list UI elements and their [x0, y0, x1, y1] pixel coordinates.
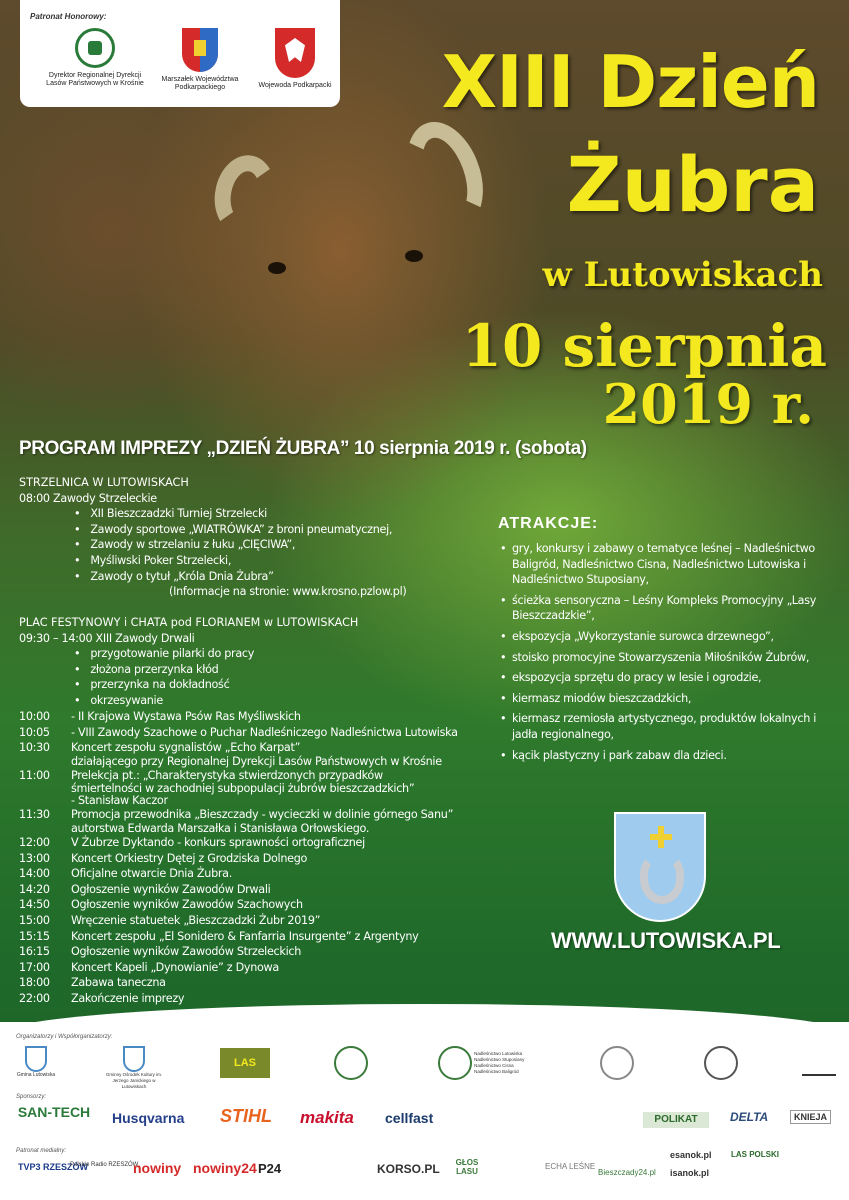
organizer-logo: [600, 1046, 634, 1080]
schedule-row: [19, 740, 458, 756]
organizer-logo: [704, 1046, 738, 1080]
schedule-row: [19, 835, 458, 851]
schedule-text: V Żubrze Dyktando - konkurs sprawności ortograficznej: [71, 835, 365, 849]
atrakcje-heading: ATRAKCJE:: [498, 515, 599, 532]
gok-crest-icon: [123, 1046, 145, 1072]
media-label: Patronat medialny:: [16, 1148, 67, 1154]
patronat-label: Patronat Honorowy:: [30, 12, 107, 21]
schedule-text: Zabawa taneczna: [71, 976, 166, 990]
schedule-text: - VIII Zawody Szachowe o Puchar Nadleśniczego Nadleśnictwa Lutowiska: [71, 725, 458, 739]
list-item: • stoisko promocyjne Stowarzyszenia Miłośników Żubrów,: [498, 650, 828, 666]
schedule-time: 17:00: [19, 960, 50, 974]
schedule-time: 18:00: [19, 976, 50, 990]
lasy-panstwowe-logo-icon: [438, 1046, 472, 1080]
organizers-label: Organizatorzy i Współorganizatorzy:: [16, 1034, 113, 1040]
schedule-text: Oficjalne otwarcie Dnia Żubra.: [71, 867, 232, 881]
schedule-time: 11:00: [19, 768, 50, 782]
footer-wave: [0, 1004, 849, 1034]
media-logo: LAS POLSKI: [731, 1150, 780, 1159]
schedule-time: 14:20: [19, 882, 50, 896]
lasy-panstwowe-logo-icon: [75, 28, 115, 68]
schedule-time: 11:30: [19, 808, 50, 822]
sponsor-logo: DELTA: [730, 1110, 769, 1124]
list-item: • ścieżka sensoryczna – Leśny Kompleks Promocyjny „Lasy Bieszczadzkie”,: [498, 593, 828, 624]
bison-horn-left: [209, 150, 282, 239]
media-logo: GŁOS LASU: [455, 1158, 479, 1176]
polish-eagle-icon: [275, 28, 315, 78]
patronat-wojewoda-text: Wojewoda Podkarpacki: [258, 82, 332, 89]
schedule-text: działającego przy Regionalnej Dyrekcji Lasów Państwowych w Krośnie: [71, 754, 442, 768]
sponsors-label: Sponsorzy:: [16, 1094, 47, 1100]
schedule-text: - II Krajowa Wystawa Psów Ras Myśliwskich: [71, 710, 301, 723]
footer-logos: [0, 1022, 849, 1200]
list-item: • ekspozycja „Wykorzystanie surowca drzewnego”,: [498, 629, 828, 645]
list-item: • gry, konkursy i zabawy o tematyce leśnej – Nadleśnictwo Baligród, Nadleśnictwo Cisna, Nadleśnictwo Lutowiska i Nadleśnictwo Stuposiany,: [498, 541, 828, 588]
media-logo: ECHA LEŚNE: [545, 1162, 596, 1171]
program-heading: PROGRAM IMPREZY „DZIEŃ ŻUBRA” 10 sierpnia 2019 r. (sobota): [19, 438, 587, 459]
schedule-time: 10:30: [19, 741, 50, 755]
schedule-row-cont: [19, 795, 458, 807]
schedule-time: 16:15: [19, 945, 50, 959]
website-link[interactable]: WWW.LUTOWISKA.PL: [551, 928, 781, 953]
schedule-text: Wręczenie statuetek „Bieszczadzki Żubr 2019”: [71, 913, 321, 927]
schedule-row: [19, 866, 458, 882]
list-item: • kącik plastyczny i park zabaw dla dzieci.: [498, 748, 828, 764]
list-item: • okrzesywanie: [19, 693, 358, 709]
media-logo: KORSO.PL: [377, 1162, 440, 1176]
patronat-box: [20, 0, 340, 107]
event-year: 2019 r.: [602, 372, 814, 436]
bison-horn-right: [393, 111, 496, 238]
schedule-row: [19, 897, 458, 913]
patronat-wojewoda: [255, 28, 335, 90]
organizer-name: Gminny Ośrodek Kultury im. Jerzego Janickiego w Lutowiskach: [105, 1072, 163, 1089]
schedule-text: Ogłoszenie wyników Zawodów Drwali: [71, 882, 271, 896]
list-item: • Zawody sportowe „WIATRÓWKA” z broni pneumatycznej,: [19, 522, 406, 538]
organizer-logo: [104, 1046, 164, 1090]
sponsor-logo: SAN-TECH: [17, 1104, 91, 1120]
schedule-text: autorstwa Edwarda Marszałka i Stanisława Orłowskiego.: [71, 821, 370, 835]
media-logo: Bieszczady24.pl: [598, 1168, 656, 1177]
schedule-text: śmiertelności w zachodniej subpopulacji żubrów bieszczadzkich”: [71, 782, 415, 796]
lutowiska-crest-icon: [614, 812, 706, 922]
organizer-logo: [334, 1046, 368, 1080]
schedule-time: 10:00: [19, 710, 50, 723]
media-logo: isanok.pl: [670, 1168, 710, 1178]
bison-sketch-icon: [802, 1042, 836, 1076]
organizer-name: Nadleśnictwo Lutowiska Nadleśnictwo Stuposiany Nadleśnictwo Cisna Nadleśnictwo Baligród: [474, 1051, 525, 1074]
schedule-list: [19, 709, 458, 1007]
las-logo: LAS: [220, 1048, 270, 1078]
list-item: • złożona przerzynka kłód: [19, 662, 358, 678]
schedule-text: Koncert Kapeli „Dynowianie” z Dynowa: [71, 960, 279, 974]
emblem-icon: [704, 1046, 738, 1080]
schedule-text: Ogłoszenie wyników Zawodów Strzeleckich: [71, 945, 302, 959]
schedule-row: [19, 851, 458, 867]
event-location: w Lutowiskach: [542, 255, 823, 295]
organizer-logo: [16, 1046, 56, 1078]
list-item: • ekspozycja sprzętu do pracy w lesie i ogrodzie,: [498, 670, 828, 686]
patronat-rdlp-text: Dyrektor Regionalnej Dyrekcji Lasów Państwowych w Krośnie: [46, 72, 144, 87]
bison-eye: [405, 250, 423, 262]
podkarpackie-crest-icon: [182, 28, 218, 72]
schedule-row: [19, 807, 458, 823]
schedule-time: 14:00: [19, 867, 50, 881]
schedule-time: 22:00: [19, 991, 50, 1005]
patronat-marszalek: [155, 28, 245, 92]
sponsor-logo: cellfast: [385, 1110, 434, 1126]
schedule-start: 08:00 Zawody Strzeleckie: [19, 491, 157, 505]
list-item: • kiermasz rzemiosła artystycznego, produktów lokalnych i jadła regionalnego,: [498, 711, 828, 742]
schedule-time: 15:15: [19, 929, 50, 943]
list-item: • przygotowanie pilarki do pracy: [19, 646, 358, 662]
event-date: 10 sierpnia: [461, 312, 827, 380]
schedule-row: [19, 960, 458, 976]
list-item: • XII Bieszczadzki Turniej Strzelecki: [19, 506, 406, 522]
list-item: • Zawody w strzelaniu z łuku „CIĘCIWA”,: [19, 537, 406, 553]
schedule-row: [19, 725, 458, 741]
cross-icon: [650, 826, 672, 848]
schedule-row-cont: [19, 823, 458, 835]
schedule-row: [19, 768, 458, 784]
schedule-time: 14:50: [19, 898, 50, 912]
schedule-row: [19, 882, 458, 898]
list-item: • przerzynka na dokładność: [19, 677, 358, 693]
schedule-start: 09:30 – 14:00 XIII Zawody Drwali: [19, 631, 195, 645]
schedule-text: Koncert Orkiestry Dętej z Grodziska Dolnego: [71, 851, 308, 865]
lasy-panstwowe-logo-icon: [334, 1046, 368, 1080]
media-logo: TVP3 RZESZÓW: [18, 1162, 89, 1172]
sponsor-logo: makita: [300, 1108, 354, 1127]
horseshoe-icon: [640, 854, 684, 904]
patronat-marszalek-text: Marszałek Województwa Podkarpackiego: [161, 76, 239, 91]
strzelnica-section: [19, 475, 406, 600]
emblem-icon: [600, 1046, 634, 1080]
media-logo: Polskie Radio RZESZÓW: [70, 1162, 139, 1168]
info-link: (Informacje na stronie: www.krosno.pzlow.pl): [169, 585, 407, 599]
media-logo: nowiny: [133, 1160, 182, 1176]
sponsor-logo: KNIEJA: [790, 1110, 831, 1124]
schedule-time: 15:00: [19, 913, 50, 927]
atrakcje-panel: [498, 515, 828, 768]
media-logo: nowiny24: [193, 1160, 257, 1176]
schedule-row: [19, 929, 458, 945]
event-title-line1: XIII Dzień: [441, 40, 819, 124]
schedule-row: [19, 944, 458, 960]
schedule-text: Prelekcja pt.: „Charakterystyka stwierdzonych przypadków: [71, 768, 383, 782]
organizer-name: Gmina Lutowiska: [16, 1072, 56, 1078]
schedule-row: [19, 709, 458, 725]
schedule-time: 10:05: [19, 725, 50, 739]
schedule-row: [19, 913, 458, 929]
section-title: STRZELNICA W LUTOWISKACH: [19, 476, 189, 489]
schedule-text: Zakończenie imprezy: [71, 991, 185, 1005]
sponsor-logo: STIHL: [220, 1106, 272, 1126]
schedule-text: Promocja przewodnika „Bieszczady - wycieczki w dolinie górnego Sanu”: [71, 808, 454, 822]
list-item: • Myśliwski Poker Strzelecki,: [19, 553, 406, 569]
list-item: • Zawody o tytuł „Króla Dnia Żubra”: [19, 569, 406, 585]
schedule-text: Koncert zespołu „El Sonidero & Fanfarria Insurgente” z Argentyny: [71, 929, 419, 943]
organizer-logo: [802, 1042, 836, 1076]
media-logo: P24: [258, 1161, 282, 1176]
schedule-text: Koncert zespołu sygnalistów „Echo Karpat”: [71, 741, 301, 755]
sponsor-logo: POLIKAT: [643, 1112, 709, 1128]
gmina-crest-icon: [25, 1046, 47, 1072]
schedule-row: [19, 975, 458, 991]
schedule-time: 13:00: [19, 851, 50, 865]
event-title-line2: Żubra: [566, 140, 819, 229]
list-item: • kiermasz miodów bieszczadzkich,: [498, 691, 828, 707]
section-title: PLAC FESTYNOWY i CHATA pod FLORIANEM w LUTOWISKACH: [19, 616, 359, 629]
schedule-time: 12:00: [19, 835, 50, 849]
media-logo: esanok.pl: [670, 1150, 712, 1160]
organizer-logo: [436, 1046, 536, 1080]
schedule-text: Ogłoszenie wyników Zawodów Szachowych: [71, 898, 303, 912]
schedule-row-cont: [19, 756, 458, 768]
schedule-text: - Stanisław Kaczor: [71, 794, 168, 808]
patronat-rdlp: [40, 28, 150, 88]
plac-section: [19, 615, 358, 709]
bison-eye: [268, 262, 286, 274]
sponsor-logo: Husqvarna: [112, 1110, 185, 1126]
